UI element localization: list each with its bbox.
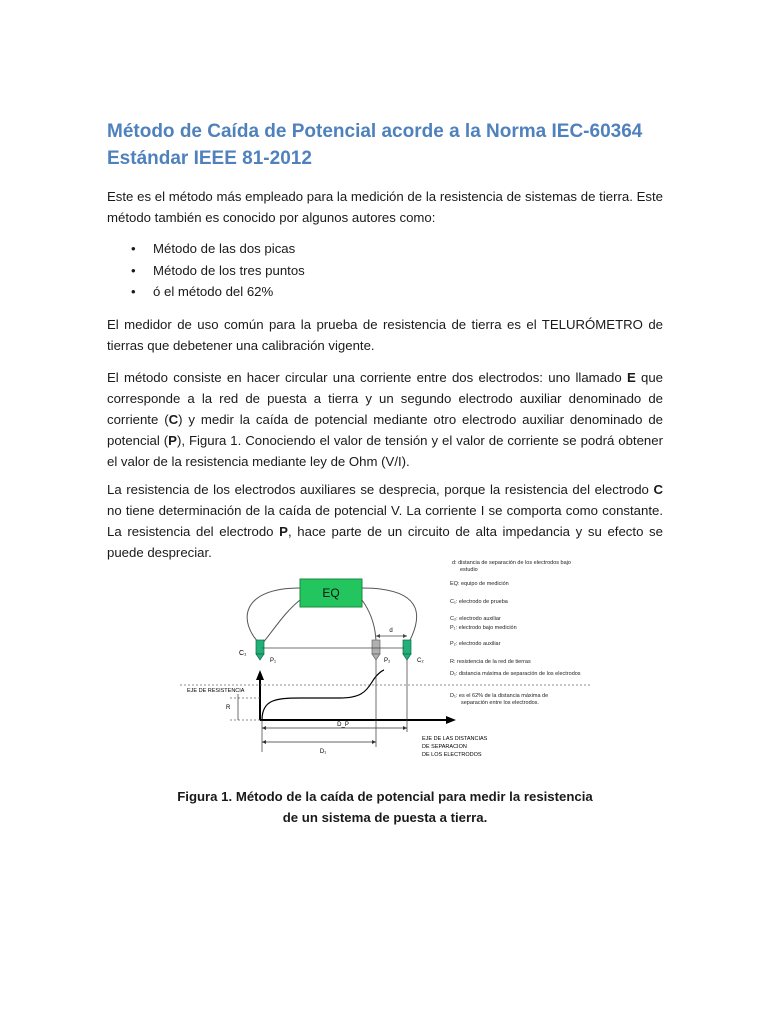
svg-text:D₁: distancia máxima de separa: D₁: distancia máxima de separación de los electrodos xyxy=(450,671,581,677)
c1-label: C₁ xyxy=(239,650,247,657)
cable-c2 xyxy=(362,588,417,644)
cable-p1 xyxy=(262,600,300,644)
svg-text:P₁: electrodo bajo medición: P₁: electrodo bajo medición xyxy=(450,625,517,631)
svg-text:EQ: equipo de medición: EQ: equipo de medición xyxy=(450,581,509,587)
cable-p2 xyxy=(362,600,376,644)
svg-text:C₂: electrodo auxiliar: C₂: electrodo auxiliar xyxy=(450,616,501,622)
title-line-1: Método de Caída de Potencial acorde a la Norma IEC-60364 xyxy=(107,121,643,142)
svg-text:estudio: estudio xyxy=(460,567,478,573)
d1-label: D₁ xyxy=(319,749,327,755)
method-paragraph: El método consiste en hacer circular una corriente entre dos electrodos: uno llamado E que corresponde a la red de puesta a tierra y un segundo electrodo auxiliar denominado de corriente (C) y medir la caída de potencial mediante otro electrodo auxiliar denominado de potencial (P), Figura 1. Conociendo el valor de tensión y el valor de corriente se podrá obtener el valor de la resistencia mediante ley de Ohm (V/I). xyxy=(107,370,663,469)
potential-drop-diagram xyxy=(0,552,768,782)
resistance-paragraph: La resistencia de los electrodos auxiliares se desprecia, porque la resistencia del electrodo C no tiene determinación de la caída de potencial V. La corriente I se comporta como constante. La resistencia del electrodo P, hace parte de un circuito de alta impedancia y su efecto se puede despreciar. xyxy=(107,482,663,560)
resistance-axis-label: EJE DE RESISTENCIA xyxy=(187,688,245,694)
p2-label: P₂ xyxy=(384,658,391,664)
list-item: • Método de los tres puntos xyxy=(107,260,507,282)
intro-paragraph: Este es el método más empleado para la medición de la resistencia de sistemas de tierra. Este método también es conocido por algunos autores como: xyxy=(107,189,663,225)
resistance-curve xyxy=(262,670,384,720)
electrode-c2 xyxy=(403,640,411,660)
svg-text:C₁: electrodo de prueba: C₁: electrodo de prueba xyxy=(450,599,508,605)
title-line-2: Estándar IEEE 81-2012 xyxy=(107,148,312,169)
list-item: • ó el método del 62% xyxy=(107,281,507,303)
dp-label: D_P xyxy=(337,722,349,728)
svg-text:d: distancia de separación de: d: distancia de separación de los electrodos bajo xyxy=(452,560,571,566)
meter-paragraph: El medidor de uso común para la prueba de resistencia de tierra es el TELURÓMETRO de tierras que debetener una calibración vigente. xyxy=(107,317,663,353)
svg-text:P₂: electrodo auxiliar: P₂: electrodo auxiliar xyxy=(450,641,501,647)
svg-text:R: resistencia de la red de ti: R: resistencia de la red de tierras xyxy=(450,659,531,665)
p1-label: P₁ xyxy=(270,658,277,664)
r-label: R xyxy=(226,705,231,711)
diagram-legend xyxy=(450,560,581,706)
list-item: • Método de las dos picas xyxy=(107,238,507,260)
svg-text:D₁: es el 62% de la distancia: D₁: es el 62% de la distancia máxima de xyxy=(450,693,549,699)
figure-caption: Figura 1. Método de la caída de potencial para medir la resistencia de un sistema de puesta a tierra. xyxy=(177,789,593,825)
cable-c1 xyxy=(247,588,300,644)
method-list xyxy=(107,238,507,303)
distance-axis-label-3: DE LOS ELECTRODOS xyxy=(422,752,482,758)
distance-axis-label-1: EJE DE LAS DISTANCIAS xyxy=(422,736,488,742)
bullet-icon: • xyxy=(131,284,136,299)
d-label: d xyxy=(389,628,393,634)
svg-text:separación entre los electrodo: separación entre los electrodos. xyxy=(461,700,539,706)
electrode-c1 xyxy=(256,640,264,660)
page-title xyxy=(107,118,667,172)
electrode-p2 xyxy=(372,640,380,660)
bullet-icon: • xyxy=(131,241,136,256)
bullet-icon: • xyxy=(131,262,136,278)
c2-label: C₂ xyxy=(417,658,424,664)
eq-label: EQ xyxy=(322,586,340,600)
distance-axis-label-2: DE SEPARACION xyxy=(422,744,467,750)
